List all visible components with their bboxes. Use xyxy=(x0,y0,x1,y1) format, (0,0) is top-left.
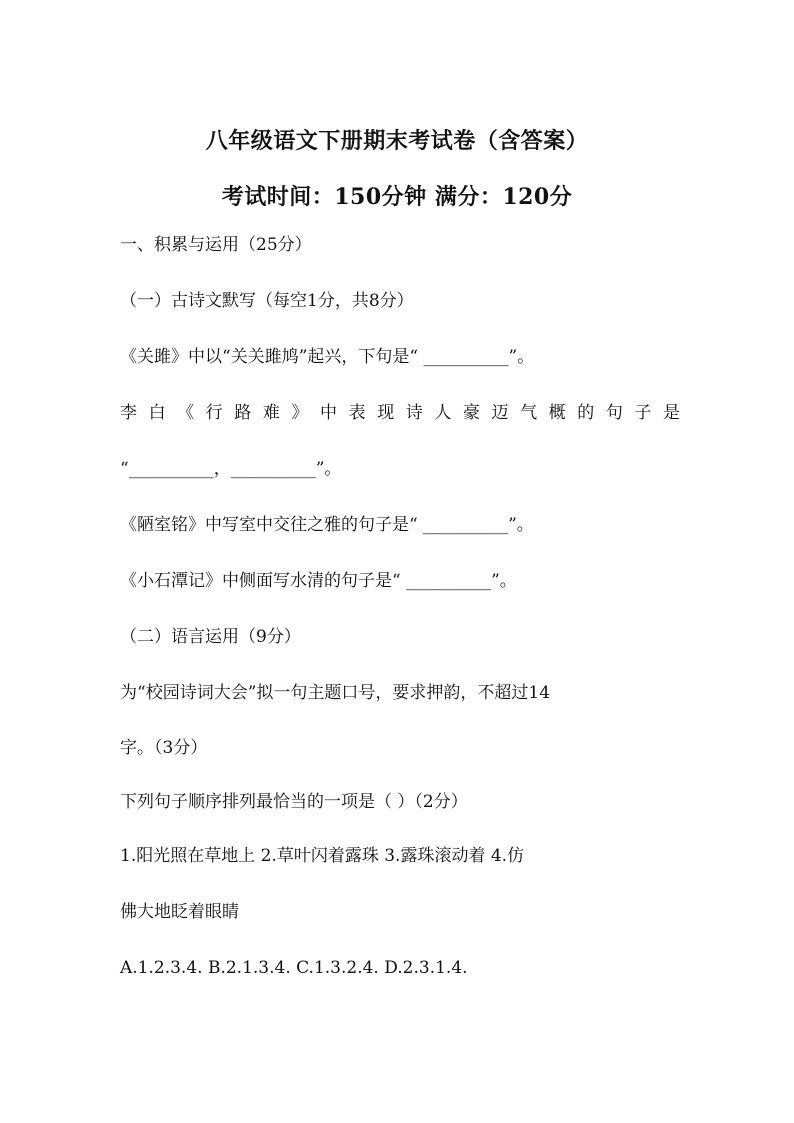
question-line: 李白《行路难》中表现诗人豪迈气概的句子是 xyxy=(120,403,680,423)
page-title: 八年级语文下册期末考试卷（含答案） xyxy=(205,128,589,154)
question-line: 下列句子顺序排列最恰当的一项是（ ）（2分） xyxy=(120,792,468,812)
answer-options: A.1.2.3.4. B.2.1.3.4. C.1.3.2.4. D.2.3.1.4. xyxy=(120,958,468,978)
subsection-heading: （一）古诗文默写（每空1分，共8分） xyxy=(120,291,414,311)
question-line: 《小石潭记》中侧面写水清的句子是“ __________”。 xyxy=(120,571,517,591)
section-heading: 一、积累与运用（25分） xyxy=(120,235,312,255)
question-line: 佛大地眨着眼睛 xyxy=(120,902,239,922)
question-line: “__________，__________”。 xyxy=(120,459,342,479)
subsection-heading: （二）语言运用（9分） xyxy=(120,627,301,647)
question-line: 1.阳光照在草地上 2.草叶闪着露珠 3.露珠滚动着 4.仿 xyxy=(120,846,525,866)
question-line: 《关雎》中以“关关雎鸠”起兴，下句是“ __________”。 xyxy=(120,347,535,367)
question-line: 字。（3分） xyxy=(120,738,208,758)
question-line: 《陋室铭》中写室中交往之雅的句子是“ __________”。 xyxy=(120,515,534,535)
exam-info: 考试时间：150分钟 满分：120分 xyxy=(221,184,573,210)
question-line: 为“校园诗词大会”拟一句主题口号，要求押韵，不超过14 xyxy=(120,683,551,703)
